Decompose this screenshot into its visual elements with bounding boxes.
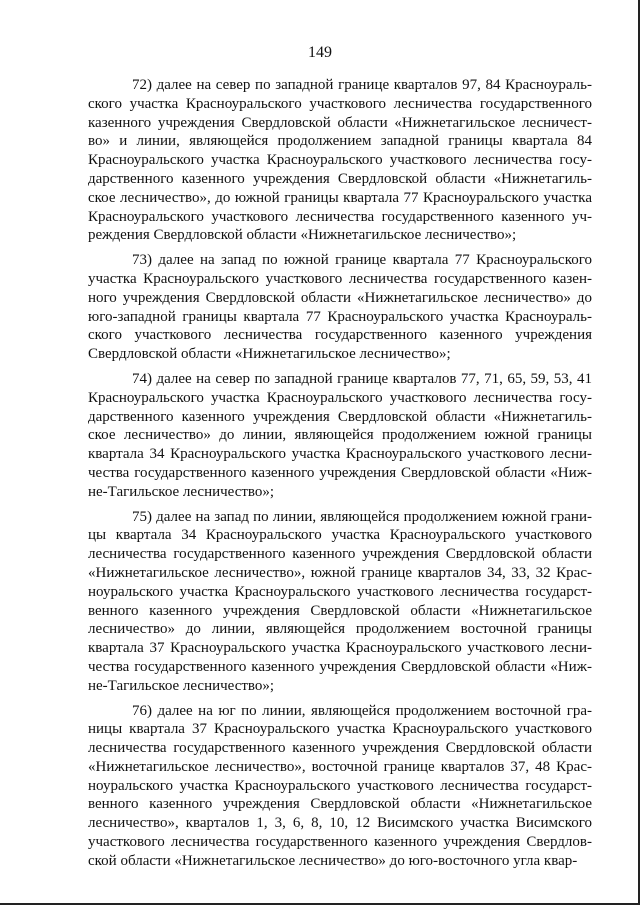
- document-body: [88, 76, 592, 877]
- paragraph-72: 72) далее на север по западной границе кварталов 97, 84 Красноуральского участка Красноуральского участкового лесничества государственного казенного учреждения Свердловской области «Нижнетагильское лесничество» и линии, являющейся продолжением западной границы квартала 84 Красноуральского участка Красноуральского участкового лесничества государственного казенного учреждения Свердловской области «Нижнетагильское лесничество», до южной границы квартала 77 Красноуральского участка Красноуральского участкового лесничества государственного казенного учреждения Свердловской области «Нижнетагильское лесничество»;: [88, 77, 592, 244]
- paragraph-75: 75) далее на запад по линии, являющейся продолжением южной границы квартала 34 Красноуральского участка Красноуральского участкового лесничества государственного казенного учреждения Свердловской области «Нижнетагильское лесничество», южной границе кварталов 34, 33, 32 Красноуральского участка Красноуральского участкового лесничества государственного казенного учреждения Свердловской области «Нижнетагильское лесничество» до линии, являющейся продолжением восточной границы квартала 37 Красноуральского участка Красноуральского участкового лесничества государственного казенного учреждения Свердловской области «Нижне-Тагильское лесничество»;: [88, 508, 592, 694]
- paragraph-74: 74) далее на север по западной границе кварталов 77, 71, 65, 59, 53, 41 Красноуральского участка Красноуральского участкового лесничества государственного казенного учреждения Свердловской области «Нижнетагильское лесничество» до линии, являющейся продолжением южной границы квартала 34 Красноуральского участка Красноуральского участкового лесничества государственного казенного учреждения Свердловской области «Нижне-Тагильское лесничество»;: [88, 370, 592, 500]
- paragraph-73: 73) далее на запад по южной границе квартала 77 Красноуральского участка Красноуральского участкового лесничества государственного казенного учреждения Свердловской области «Нижнетагильское лесничество» до юго-западной границы квартала 77 Красноуральского участка Красноуральского участкового лесничества государственного казенного учреждения Свердловской области «Нижнетагильское лесничество»;: [88, 252, 592, 363]
- paragraph-76: 76) далее на юг по линии, являющейся продолжением восточной границы квартала 37 Красноуральского участка Красноуральского участкового лесничества государственного казенного учреждения Свердловской области «Нижнетагильское лесничество», восточной границе кварталов 37, 48 Красноуральского участка Красноуральского участкового лесничества государственного казенного учреждения Свердловской области «Нижнетагильское лесничество», кварталов 1, 3, 6, 8, 10, 12 Висимского участка Висимского участкового лесничества государственного казенного учреждения Свердловской области «Нижнетагильское лесничество» до юго-восточного угла квар-: [88, 702, 592, 869]
- page-number: 149: [308, 44, 332, 61]
